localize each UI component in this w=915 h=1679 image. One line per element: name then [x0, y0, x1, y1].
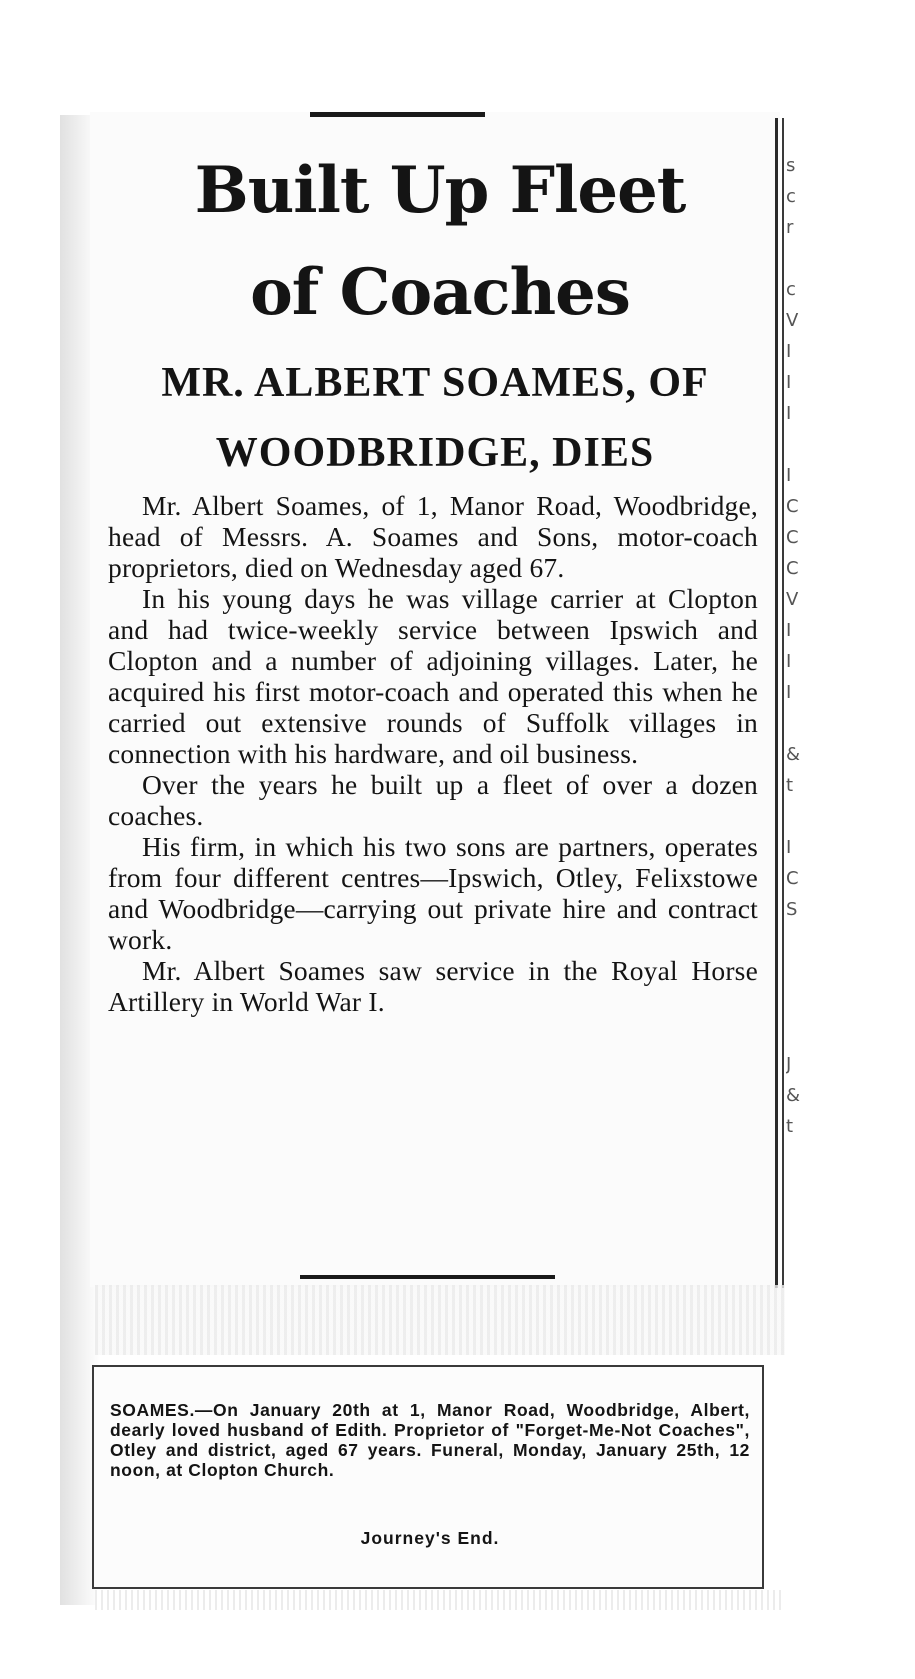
adjacent-column-glyph: [786, 243, 816, 274]
article-paragraph: Mr. Albert Soames, of 1, Manor Road, Woodbridge, head of Messrs. A. Soames and Sons, motor-coach proprietors, died on Wednesday aged 67.: [108, 490, 758, 583]
scan-speckle: [95, 1285, 785, 1355]
adjacent-column-fragments: [786, 150, 816, 1280]
adjacent-column-glyph: [786, 987, 816, 1018]
death-notice-text: SOAMES.—On January 20th at 1, Manor Road, Woodbridge, Albert, dearly loved husband of Edith. Proprietor of "Forget-Me-Not Coaches", Otley and district, aged 67 years. Funeral, Monday, January 25th, 12 noon, at Clopton Church.: [110, 1400, 750, 1480]
death-notice-signature: Journey's End.: [360, 1528, 500, 1548]
adjacent-column-glyph: C: [786, 496, 799, 517]
adjacent-column-glyph: V: [786, 310, 799, 331]
article-paragraph: In his young days he was village carrier at Clopton and had twice-weekly service between Ipswich and Clopton and a number of adjoining villages. Later, he acquired his first motor-coach and operated this when he carried out extensive rounds of Suffolk villages in connection with his hardware, and oil business.: [108, 583, 758, 769]
article-paragraph: Over the years he built up a fleet of over a dozen coaches.: [108, 769, 758, 831]
adjacent-column-glyph: I: [786, 837, 792, 858]
adjacent-column-glyph: I: [786, 620, 792, 641]
adjacent-column-glyph: [786, 429, 816, 460]
adjacent-column-glyph: I: [786, 465, 792, 486]
scan-noise: [95, 1590, 785, 1610]
adjacent-column-glyph: I: [786, 651, 792, 672]
article-body: [108, 490, 758, 1017]
adjacent-column-glyph: &: [786, 1085, 801, 1106]
bottom-rule: [300, 1275, 555, 1279]
adjacent-column-glyph: t: [786, 775, 794, 796]
adjacent-column-glyph: s: [786, 155, 796, 176]
adjacent-column-glyph: [786, 801, 816, 832]
adjacent-column-glyph: I: [786, 403, 792, 424]
adjacent-column-glyph: &: [786, 744, 801, 765]
adjacent-column-glyph: V: [786, 589, 799, 610]
subheadline-line-2: WOODBRIDGE, DIES: [215, 430, 655, 476]
adjacent-column-glyph: I: [786, 682, 792, 703]
adjacent-column-glyph: I: [786, 341, 792, 362]
column-border-secondary: [782, 118, 784, 1288]
adjacent-column-glyph: J: [786, 1054, 792, 1075]
adjacent-column-glyph: c: [786, 186, 796, 207]
adjacent-column-glyph: r: [786, 217, 794, 238]
headline-line-2: of Coaches: [250, 255, 630, 330]
adjacent-column-glyph: C: [786, 558, 799, 579]
top-rule: [310, 112, 485, 117]
adjacent-column-glyph: t: [786, 1116, 794, 1137]
adjacent-column-glyph: [786, 956, 816, 987]
headline-line-1: Built Up Fleet: [194, 153, 686, 228]
adjacent-column-glyph: [786, 1018, 816, 1049]
adjacent-column-glyph: C: [786, 868, 799, 889]
adjacent-column-glyph: [786, 708, 816, 739]
adjacent-column-glyph: I: [786, 372, 792, 393]
adjacent-column-glyph: C: [786, 527, 799, 548]
adjacent-column-glyph: S: [786, 899, 798, 920]
subheadline: [110, 348, 760, 488]
adjacent-column-glyph: [786, 925, 816, 956]
article-paragraph: His firm, in which his two sons are partners, operates from four different centres—Ipswich, Otley, Felixstowe and Woodbridge—carrying out private hire and contract work.: [108, 831, 758, 955]
headline: [100, 140, 780, 344]
adjacent-column-glyph: c: [786, 279, 796, 300]
subheadline-line-1: MR. ALBERT SOAMES, OF: [161, 360, 709, 406]
article-paragraph: Mr. Albert Soames saw service in the Royal Horse Artillery in World War I.: [108, 955, 758, 1017]
